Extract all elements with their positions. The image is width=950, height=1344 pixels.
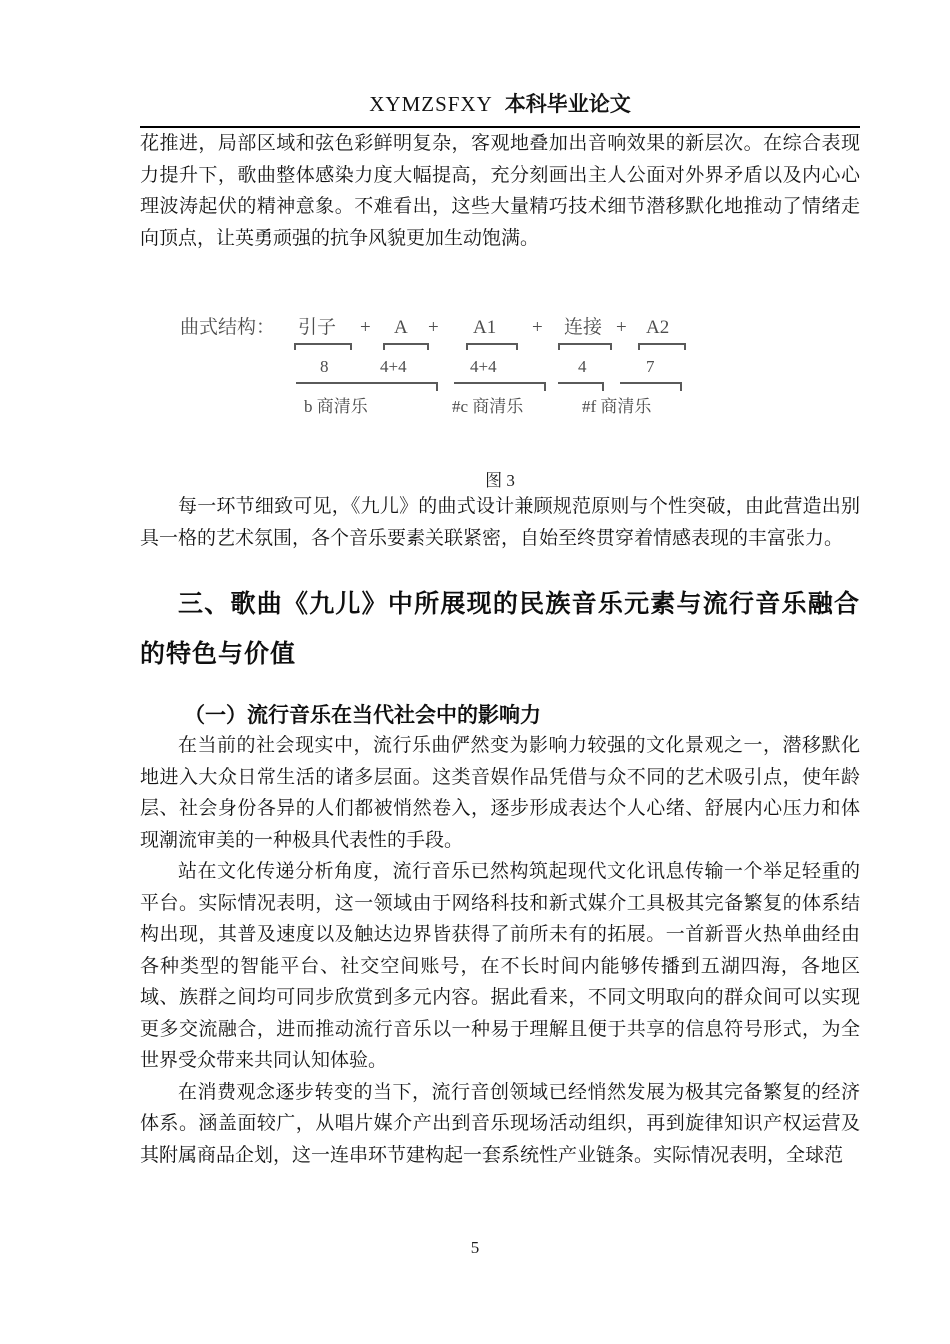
page-number: 5 [470,1238,480,1257]
paragraph-influence-1: 在当前的社会现实中，流行乐曲俨然变为影响力较强的文化景观之一，潜移默化地进入大众日常生活的诸多层面。这类音娱作品凭借与众不同的艺术吸引点，使年龄层、社会身份各异的人们都被悄然卷入，逐步形成表达个人心绪、舒展内心压力和体现潮流审美的一种极具代表性的手段。 [140,735,860,851]
musical-structure-diagram [180,316,860,422]
diagram-plus-icon: + [360,317,371,338]
section-heading: 三、歌曲《九儿》中所展现的民族音乐元素与流行音乐融合的特色与价值 [140,591,860,668]
paragraph-influence-2: 站在文化传递分析角度，流行音乐已然构筑起现代文化讯息传输一个举足轻重的平台。实际情况表明，这一领域由于网络科技和新式媒介工具极其完备繁复的体系结构出现，其普及速度以及触达边界皆获得了前所未有的拓展。一首新晋火热单曲经由各种类型的智能平台、社交空间账号，在不长时间内能够传播到五湖四海，各地区域、族群之间均可同步欣赏到多元内容。据此看来，不同文明取向的群众间可以实现更多交流融合，进而推动流行音乐以一种易于理解且便于共享的信息符号形式，为全世界受众带来共同认知体验。 [140,861,860,1071]
section-bracket [558,343,612,350]
diagram-section-connect: 连接 [564,317,603,338]
page-header [140,88,860,128]
section-bracket [383,343,429,350]
header-title-latin: XYMZSFXY [369,92,493,116]
paragraph-influence-3: 在消费观念逐步转变的当下，流行音创领域已经悄然发展为极其完备繁复的经济体系。涵盖面较广，从唱片媒介产出到音乐现场活动组织，再到旋律知识产权运营及其附属商品企划，这一连串环节建构起一套系统性产业链条。实际情况表明，全球范 [140,1081,860,1166]
measure-count: 8 [320,357,329,376]
document-content [140,0,860,1171]
key-label: #f 商清乐 [582,397,652,416]
measure-count: 4+4 [470,357,497,376]
section-bracket [466,343,518,350]
measure-count: 4+4 [380,357,407,376]
section-bracket [294,343,352,350]
section-bracket [638,343,686,350]
key-label: b 商清乐 [304,397,368,416]
figure-caption: 图 3 [485,471,515,490]
header-title-cn: 本科毕业论文 [504,92,631,116]
diagram-section-a: A [394,317,408,338]
diagram-plus-icon: + [532,317,543,338]
diagram-plus-icon: + [616,317,627,338]
measure-count: 7 [646,357,655,376]
paragraph-after-figure: 每一环节细致可见，《九儿》的曲式设计兼顾规范原则与个性突破，由此营造出别具一格的艺术氛围，各个音乐要素关联紧密，自始至终贯穿着情感表现的丰富张力。 [140,496,860,549]
diagram-section-a2: A2 [646,317,670,338]
group-bracket [454,382,546,391]
group-bracket [620,382,682,391]
measure-count: 4 [578,357,587,376]
diagram-plus-icon: + [428,317,439,338]
group-bracket [558,382,604,391]
group-bracket [296,382,438,391]
diagram-section-intro: 引子 [298,317,337,338]
subsection-heading: （一）流行音乐在当代社会中的影响力 [184,703,541,727]
figure-3 [140,316,860,491]
diagram-section-a1: A1 [473,317,497,338]
key-label: #c 商清乐 [452,397,524,416]
diagram-label: 曲式结构： [180,317,276,338]
page-footer [0,1238,950,1258]
paragraph-continuation: 花推进，局部区域和弦色彩鲜明复杂，客观地叠加出音响效果的新层次。在综合表现力提升下，歌曲整体感染力度大幅提高，充分刻画出主人公面对外界矛盾以及内心心理波涛起伏的精神意象。不难看出，这些大量精巧技术细节潜移默化地推动了情绪走向顶点，让英勇顽强的抗争风貌更加生动饱满。 [140,133,860,249]
